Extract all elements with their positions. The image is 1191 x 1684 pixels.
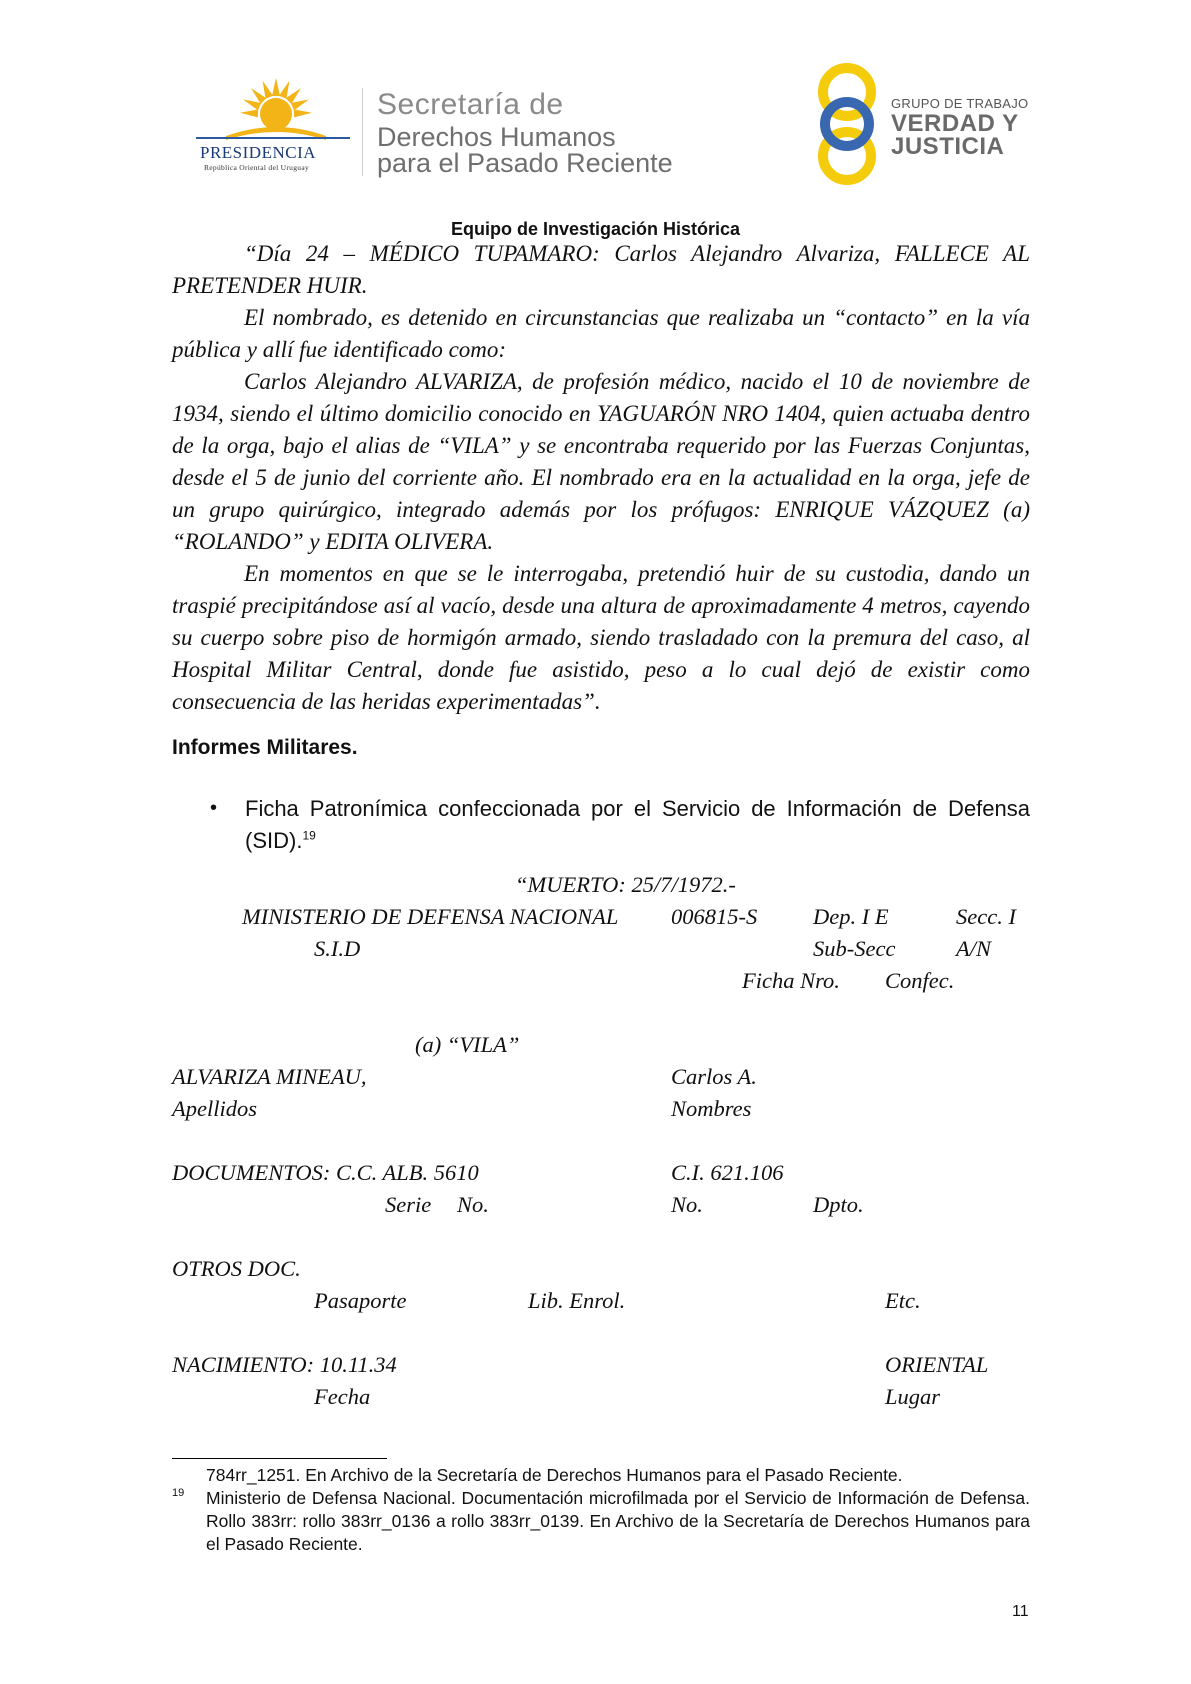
bullet-item [245,793,1030,857]
ficha-numero: 006815-S [671,904,758,929]
ficha-nombres-value: Carlos A. [671,1064,757,1089]
grupo-line2: VERDAD Y [891,110,1019,137]
quote-paragraph-2: El nombrado, es detenido en circunstancias que realizaba un “contacto” en la vía pública y allí fue identificado como: [172,305,1030,362]
ficha-dep: Dep. I E [813,904,889,929]
presidencia-rule [196,137,350,139]
ficha-oriental: ORIENTAL [885,1352,989,1377]
ficha-pasaporte: Pasaporte [314,1288,407,1313]
quote-paragraph-4: En momentos en que se le interrogaba, pretendió huir de su custodia, dando un traspié precipitándose así al vacío, desde una altura de aproximadamente 4 metros, cayendo su cuerpo sobre piso de hormigón armado, siendo trasladado con la premura del caso, al Hospital Militar Central, donde fue asistido, peso a lo cual dejó de existir como consecuencia de las heridas experimentadas”. [172,561,1030,714]
footnote-line0: 784rr_1251. En Archivo de la Secretaría de Derechos Humanos para el Pasado Reciente. [206,1465,903,1485]
ficha-subsecc: Sub-Secc [813,936,896,961]
bullet-text: Ficha Patronímica confeccionada por el Servicio de Información de Defensa (SID). [245,796,1030,853]
sun-icon [196,78,356,142]
footnote-body: Ministerio de Defensa Nacional. Documentación microfilmada por el Servicio de Información de Defensa. Rollo 383rr: rollo 383rr_0136 a rollo 383rr_0139. En Archivo de la Secretaría de Derechos Humanos para el Pasado Reciente. [206,1488,1030,1554]
ficha-lib-enrol: Lib. Enrol. [528,1288,626,1313]
ficha-lugar: Lugar [885,1384,941,1409]
ficha-no-1: No. [457,1192,489,1217]
footnote-text [206,1464,1030,1556]
ficha-no-2: No. [671,1192,703,1217]
bullet-icon: • [210,797,218,819]
ficha-ci: C.I. 621.106 [671,1160,784,1185]
ficha-ministerio: MINISTERIO DE DEFENSA NACIONAL [242,904,619,929]
page-number: 11 [1012,1603,1029,1620]
ficha-muerto: “MUERTO: 25/7/1972.- [515,872,736,897]
ficha-sid: S.I.D [314,936,361,961]
ficha-apellidos-label: Apellidos [172,1096,257,1121]
ficha-fecha: Fecha [314,1384,371,1409]
grupo-line3: JUSTICIA [891,133,1005,160]
republica-label: República Oriental del Uruguay [204,163,310,172]
ficha-otros-doc: OTROS DOC. [172,1256,301,1281]
verdad-justicia-logo [812,62,882,186]
ficha-an: A/N [956,936,992,961]
secretaria-line2: Derechos Humanos [377,122,616,152]
ficha-serie: Serie [385,1192,432,1217]
quote-paragraph-1: “Día 24 – MÉDICO TUPAMARO: Carlos Alejandro Alvariza, FALLECE AL PRETENDER HUIR. [172,241,1030,298]
ficha-confec: Confec. [885,968,955,993]
section-heading: Informes Militares. [172,736,358,759]
ficha-apellidos-value: ALVARIZA MINEAU, [172,1064,367,1089]
ficha-secc: Secc. I [956,904,1016,929]
presidencia-label: PRESIDENCIA [200,143,317,162]
ficha-nacimiento: NACIMIENTO: 10.11.34 [172,1352,397,1377]
ficha-documentos: DOCUMENTOS: C.C. ALB. 5610 [172,1160,479,1185]
grupo-line1: GRUPO DE TRABAJO [891,96,1029,111]
footnote-number: 19 [172,1487,185,1499]
footnote-ref: 19 [302,828,316,843]
rings-icon [812,62,882,186]
quote-paragraph-3: Carlos Alejandro ALVARIZA, de profesión médico, nacido el 10 de noviembre de 1934, siendo el último domicilio conocido en YAGUARÓN NRO 1404, quien actuaba dentro de la orga, bajo el alias de “VILA” y se encontraba requerido por las Fuerzas Conjuntas, desde el 5 de junio del corriente año. El nombrado era en la actualidad en la orga, jefe de un grupo quirúrgico, integrado además por los prófugos: ENRIQUE VÁZQUEZ (a) “ROLANDO” y EDITA OLIVERA. [172,369,1030,554]
footnote-rule [172,1458,387,1459]
quote-block [172,238,1030,718]
ficha-dpto: Dpto. [813,1192,864,1217]
header-divider [362,88,363,176]
equipo-title: Equipo de Investigación Histórica [450,219,741,239]
secretaria-line3: para el Pasado Reciente [377,148,673,178]
ficha-alias: (a) “VILA” [415,1032,520,1057]
ficha-etc: Etc. [885,1288,921,1313]
ficha-ficha-nro: Ficha Nro. [742,968,840,993]
secretaria-line1: Secretaría de [377,88,564,121]
ficha-nombres-label: Nombres [671,1096,752,1121]
